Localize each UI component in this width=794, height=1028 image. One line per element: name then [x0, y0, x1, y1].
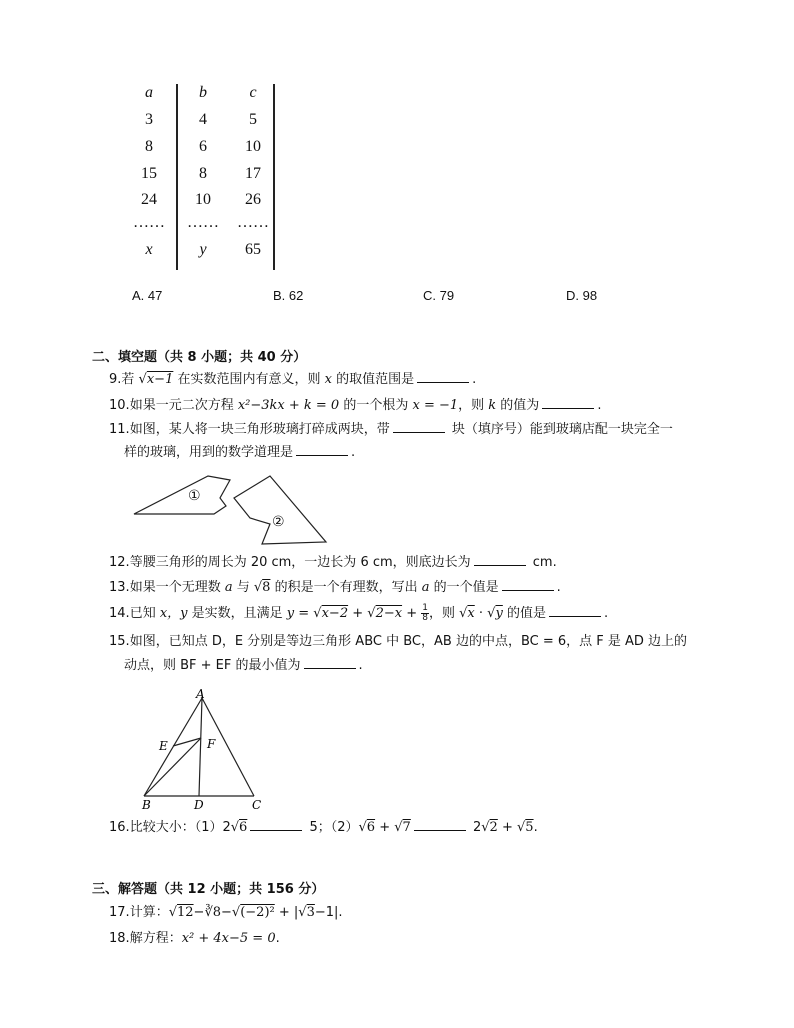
question-11-line2: 样的玻璃，用到的数学道理是 . — [124, 445, 356, 460]
cell: 6 — [199, 138, 207, 155]
cell: 4 — [199, 111, 207, 128]
answer-blank[interactable] — [296, 444, 348, 456]
cell: 24 — [141, 191, 157, 208]
answer-blank[interactable] — [502, 579, 554, 591]
label-c: C — [252, 798, 262, 812]
answer-blank[interactable] — [393, 421, 445, 433]
glass-label-2: ② — [272, 514, 285, 530]
question-18: 18.解方程：x² + 4x−5 = 0. — [109, 931, 280, 946]
answer-blank[interactable] — [414, 819, 466, 831]
cell: 17 — [245, 165, 261, 182]
question-10: 10.如果一元二次方程 x²−3kx + k = 0 的一个根为 x = −1，则 k 的值为 . — [109, 398, 602, 413]
cell: 10 — [195, 191, 211, 208]
section-2-title: 二、填空题（共 8 小题；共 40 分） — [92, 350, 307, 365]
label-d: D — [194, 798, 204, 812]
table-divider-right — [273, 84, 275, 270]
answer-blank[interactable] — [304, 657, 356, 669]
number-table — [128, 80, 288, 272]
glass-label-1: ① — [188, 488, 201, 504]
question-13: 13.如果一个无理数 a 与 √8 的积是一个有理数，写出 a 的一个值是 . — [109, 580, 561, 595]
section-3-title: 三、解答题（共 12 小题；共 156 分） — [92, 882, 325, 897]
header-c: c — [249, 84, 257, 101]
header-a: a — [145, 84, 153, 101]
label-e: E — [159, 739, 168, 753]
choice-c[interactable]: C. 79 — [423, 288, 455, 303]
question-9: 9.若 √x−1 在实数范围内有意义，则 x 的取值范围是 . — [109, 372, 477, 387]
header-b: b — [199, 84, 207, 101]
side-ab — [144, 698, 202, 796]
label-f: F — [207, 737, 216, 751]
answer-blank[interactable] — [474, 554, 526, 566]
cell: 5 — [249, 111, 257, 128]
answer-blank[interactable] — [250, 819, 302, 831]
cell: …… — [133, 214, 165, 231]
cell: 15 — [141, 165, 157, 182]
glass-piece-1 — [134, 476, 230, 514]
segment-ad — [199, 698, 202, 796]
choice-d[interactable]: D. 98 — [566, 288, 598, 303]
choice-b[interactable]: B. 62 — [273, 288, 304, 303]
cell: 10 — [245, 138, 261, 155]
cell: 26 — [245, 191, 261, 208]
table-divider-left — [176, 84, 178, 270]
question-15-line2: 动点，则 BF + EF 的最小值为 . — [124, 658, 363, 673]
answer-blank[interactable] — [549, 605, 601, 617]
cell: 3 — [145, 111, 153, 128]
cell: y — [199, 241, 207, 258]
question-12: 12.等腰三角形的周长为 20 cm，一边长为 6 cm，则底边长为 cm. — [109, 555, 557, 570]
label-a: A — [196, 688, 205, 701]
answer-blank[interactable] — [542, 397, 594, 409]
label-b: B — [142, 798, 151, 812]
cell: 8 — [199, 165, 207, 182]
question-15: 15.如图，已知点 D，E 分别是等边三角形 ABC 中 BC，AB 边的中点，BC = 6，点 F 是 AD 边上的 — [109, 634, 688, 649]
question-14: 14.已知 x，y 是实数，且满足 y = √x−2 + √2−x + $\frac{1}{8}$ ，则 √x · √y 的值是 . — [109, 603, 609, 623]
broken-glass-figure — [130, 468, 330, 550]
cell: …… — [237, 214, 269, 231]
cell: x — [145, 241, 153, 258]
answer-blank[interactable] — [417, 371, 469, 383]
choice-a[interactable]: A. 47 — [132, 288, 163, 303]
question-16: 16.比较大小：（1）2√6 5；（2）√6 + √7 2√2 + √5. — [109, 820, 538, 835]
triangle-figure — [136, 688, 270, 812]
cell: 65 — [245, 241, 261, 258]
glass-piece-2 — [234, 476, 326, 544]
cell: 8 — [145, 138, 153, 155]
cell: …… — [187, 214, 219, 231]
question-17: 17.计算：√12−∛8−√(−2)² + |√3−1|. — [109, 905, 343, 920]
question-11: 11.如图，某人将一块三角形玻璃打碎成两块，带 块（填序号）能到玻璃店配一块完全一 — [109, 422, 673, 437]
